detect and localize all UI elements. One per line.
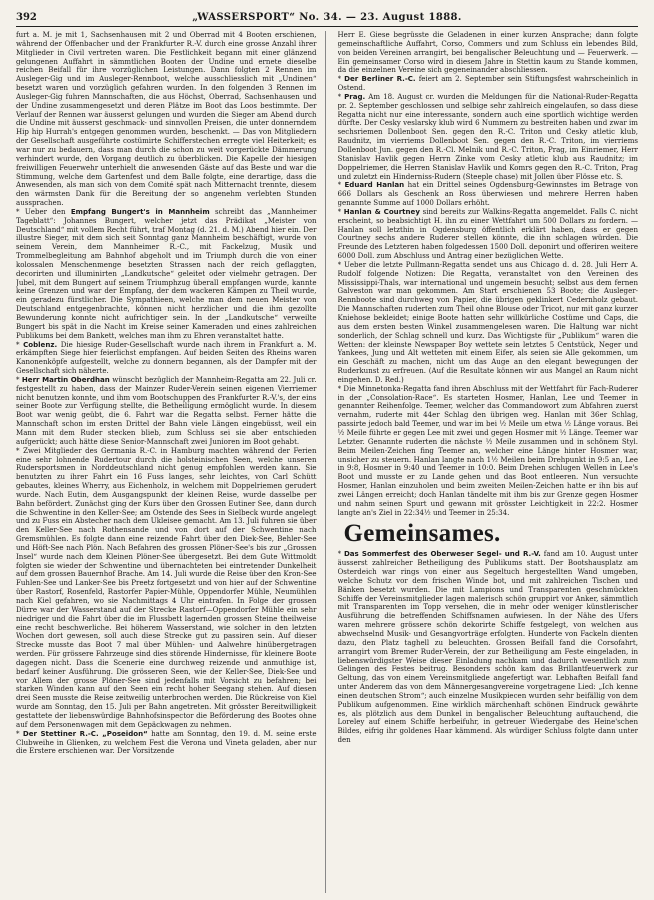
article-oberweser: * Das Sommerfest des Oberweser Segel- und R.-V. fand am 10. August unter äusserst zahlreicher Betheiligung des Publikums statt. Der Bootshausplatz am Osterdeich war rings von einer aus Segeltuch hergestellten Wand umgeben, welche Schutz vor dem frischen Winde bot, und mit zahlreichen Tischen und Bänken besetzt wurden. Die mit Lampions und Transparenten geschmückten Schiffe der Vereinsmitglieder lagen malerisch schön gruppirt vor Anker, sämmtlich mit Transparenten im Topp versehen, die in mehr oder weniger künstlerischer Ausführung die betreffenden Schiffsnamen aufwiesen. In der Nähe des Ufers waren mehrere grössere schön dekorirte Schiffe festgelegt, von welchen aus abwechselnd Musik- und Gesangvorträge erfolgten. Hunderte von Fackeln dienten dazu, den Platz taghell zu beleuchten. Grossen Beifall fand die Corsofahrt, arrangirt vom Bremer Ruder-Verein, der zur Betheiligung am Feste eingeladen, in liebenswürdigster Weise dieser Einladung nachkam und dadurch wesentlich zum Gelingen des Festes beitrug. Besonders schön kam das Brillantfeuerwerk zur Geltung, das von einem Vereinsmitgliede angefertigt war. Lebhaften Beifall fand unter Anderem das von dem Männergesangvereine vorgetragene Lied: „Ich kenne einen deutschen Strom“; auch einzelne Musikpiecen wurden sehr beifällig von dem Publikum aufgenommen. Eine wirklich märchenhaft schönen Eindruck gewährte es, als plötzlich aus dem Dunkel in bengalischer Beleuchtung auftauchend, die Loreley auf einem Schiffe herbeifuhr, in getreuer Wiedergabe des Heine'schen Bildes, eifrig ihr goldenes Haar kämmend. Als würdiger Schluss folgte dann unter den xyxy=(337,549,638,745)
article-headline: Hanlan & Courtney xyxy=(343,206,420,216)
article-bungert-mannheim: * Ueber den Empfang Bungert's in Mannheim schreibt das „Mannheimer Tageblatt“: Johannes Bungert, welcher jetzt das Prädikat „Meister von Deutschland“ mit vollem Recht führt, traf Montag (d. 21. d. M.) Abend hier ein. Der illustre Sieger, mit dem sich seit Sonntag ganz Mannheim beschäftigt, wurde von seinem Verein, dem Mannheimer R.-C., mit Fackelzug, Musik und Trommelbegleitung am Bahnhof abgeholt und im Triumph durch die von einer kolossalen Menschenmenge besetzten Strassen nach der reich geflaggten, decorirten und illuminirten „Landkutsche“ geleitet oder vielmehr getragen. Der Jubel, mit dem Bungert auf seinem Triumphzug überall empfangen wurde, kannte keine Grenzen und war der Empfang, der dem wackeren Kämpen zu Theil wurde, ein geradezu fürstlicher. Die Sympathieen, welche man dem neuen Meister von Deutschland entgegenbrachte, können nicht herzlicher und die ihm gezollte Bewunderung konnte nicht aufrichtiger sein. In der „Landkutsche“ verweilte Bungert bis spät in die Nacht im Kreise seiner Kameraden und eines zahlreichen Publikums bei dem Bankett, welches man ihm zu Ehren veranstaltet hatte. xyxy=(16,206,317,340)
article-text: sind bereits zur Walkins-Regatta angemeldet. Falls C. nicht erscheint, so beabsichtigt H. ihn zu einer Wettfahrt um 500 Dollars zu fordern. — Hanlan soll letzthin in Ogdensburg öffentlich erklärt haben, dass er gegen Courtney sechs andere Ruderer stellen könnte, die ihn schlagen würden. Die Freunde des Letzteren haben folgedessen 1500 Doll. deponirt und offeriren weitere 6000 Doll. zum Abschluss und Antrag einer bezüglichen Wette. xyxy=(337,206,638,261)
article-oberdhan: * Herr Martin Oberdhan wünscht bezüglich der Mannheim-Regatta am 22. Juli cr. festgestellt zu haben, dass der Mainzer Ruder-Verein seinen eigenen Vierriemer nicht benutzen konnte, und ihm vom Bootschuppen des Frankfurter R.-V.'s, der eins seiner Boote zur Verfügung stellte, die Betheiligung ermöglicht wurde. In diesem Boot war wenig geübt, die 6. Fahrt war die Regatta selbst. Ferner hätte die Mannschaft schon im ersten Drittel der Bahn viele Längen eingebüsst, weil ein Mann mit dem Ruder stecken blieb, zum Schluss sei sie aber entschieden aufgerückt; auch hätte diese Senior-Mannschaft zwei Junioren im Boot gehabt. xyxy=(16,374,317,446)
article-text: hat ein Drittel seines Ogdensburg-Gewinnstes im Betrage von 666 Dollars als Geschenk an Ross überwiesen und mehrere Herren haben genannte Summe auf 1000 Dollars erhöht. xyxy=(337,180,638,208)
article-headline: Eduard Hanlan xyxy=(344,180,405,190)
header-rule xyxy=(16,26,638,27)
article-text: Zwei Mitglieder des Germania R.-C. in Hamburg machten während der Ferien eine sehr lohnende Rudertour durch die holsteinischen Seen, welche unseren Rudersportsmen in Norddeutschland nicht genug empfohlen werden kann. Sie benutzten zu ihrer Fahrt ein 16 Fuss langes, sehr leichtes, von Carl Schütt gebautes, kleines Wherry, aus Eichenholz, in welchem mit Doppelriemen gerudert wurde. Nach Eutin, dem Ausgangspunkt der kleinen Reise, wurde dasselbe per Bahn befördert. Zunächst ging der Kurs über den Grossen Eutiner See, dann durch die Schwentine in den Keller-See; am Ostende des Sees in Sielbeck wurde angelegt und zu Fuss ein Abstecher nach dem Ukleisee gemacht. Am 13. Juli fuhren sie über den Keller-See nach Rothensande und von dort auf der Schwentine nach Gremsmühlen. Es folgte dann eine reizende Fahrt über den Diek-See, Behler-See und Höft-See nach Plön. Nach Befahren des grossen Plöner-See's bis zur „Grossen Insel“ wurde nach dem Kleinen Plöner-See übergesetzt. Bei dem Gute Wittmoldt folgten sie wieder der Schwentine und übernachteten bei eintretender Dunkelheit auf dem grossen Bauernhof Brache. Am 14. Juli wurde die Reise über den Kron-See Fuhlen-See und Lanker-See bis Preetz fortgesetzt und von hier auf der Schwentine über Rastorf, Rosenfeld, Rastorfer Papier-Mühle, Oppendorfer Mühle, Neumühlen nach Kiel gefahren, wo sie Nachmittags 4 Uhr eintrafen. In Folge der grossen Dürre war der Wasserstand auf der Strecke Rastorf—Oppendorfer Mühle ein sehr niedriger und die Fahrt über die im Flussbett lagernden grossen Steine theilweise eine recht beschwerliche. Bei höherem Wasserstand, wie solcher in den letzten Wochen dort gewesen, soll auch diese Strecke gut zu passiren sein. Auf dieser Strecke musste das Boot 7 mal über Mühlen- und Aalwehre hinübergetragen werden. Für grössere Fahrzeuge sind dies störende Hindernisse, für kleinere Boote dagegen nicht. Dass die Scenerie eine durchweg reizende und anmuthige ist, bedarf keiner Ausführung. Die grösseren Seen, wie der Keller-See, Diek-See und vor Allem der grosse Plöner-See sind jedenfalls mit Vorsicht zu befahren; bei starken Winden kann auf den Seen ein recht hoher Seegang stehen. Auf diesen drei Seen musste die Reise zeitweilig unterbrochen werden. Die Rückreise von Kiel wurde am Sonntag, den 15. Juli per Bahn angetreten. Mit grösster Bereitwilligkeit gestattete der liebenswürdige Bahnhofsinspector die Beförderung des Bootes ohne auf dem Personenwagen mit dem Gepäckwagen zu nehmen. xyxy=(16,445,317,729)
article-berliner-rc: * Der Berliner R.-C. feiert am 2. September sein Stiftungsfest wahrscheinlich in Ostend. xyxy=(337,74,638,93)
article-text: Die hiesige Ruder-Gesellschaft wurde nach ihrem in Frankfurt a. M. erkämpften Siege hier feierlichst empfangen. Auf beiden Seiten des Rheins waren Kanonenköpfe aufgestellt, welche zu donnern begannen, als der Dampfer mit der Gesellschaft sich näherte. xyxy=(16,339,317,376)
section-heading: Gemeinsames. xyxy=(343,520,501,548)
article-text: Am 18. August cr. wurden die Meldungen für die National-Ruder-Regatta pr. 2. September geschlossen und selbige sehr zahlreich eingelaufen, so dass diese Regatta nicht nur eine interessante, sondern auch eine sportlich wichtige werden dürfte. Der Cesky veslarsky klub wird 6 Nummern zu bestreiten haben und zwar im sechsriemen Dollenboot Sen. gegen den R.-C. Triton und Cesky atletic klub, Raudnitz, im vierriems Dollenboot Sen. gegen den R.-C. Triton, im vierriems Dollenboot Jun. gegen den R.-Cl. Melnik und R.-C. Triton, Prag, im Einriemer, Herr Stanislav Havlik gegen Herrn Zinke vom Cesky atletic klub aus Raudnitz; im Doppelriemer, die Herren Stanislav Havlik und Komrs gegen den R.-C. Triton, Prag und zuletzt ein Hinderniss-Rudern (Steeple chase) mit Jollen über Flösse etc. S. xyxy=(337,91,638,181)
article-headline: Das Sommerfest des Oberweser Segel- und R.-V. xyxy=(343,549,541,559)
article-minnetonka: * Die Minnetonka-Regatta fand ihren Abschluss mit der Wettfahrt für Fach-Ruderer in der „Consolation-Race“. Es starteten Hosmer, Hanlan, Lee und Teemer in genannter Reihenfolge. Teemer, welcher das Commandowort zum Abfahren zuerst vernahm, ruderte mit 44er Schlag den übrigen weg. Hanlan mit 36er Schlag, passirte jedoch bald Teemer, und war im bei ½ Meile um etwa ½ Länge voraus. Bei ½ Meile führte er gegen Lee mit zwei und gegen Hosmer mit ½ Länge. Teemer war Letzter. Genannte ruderten die nächste ½ Meile zusammen und in schönem Styl. Beim Meilen-Zeichen fing Teemer an, welcher eine Länge hinter Hosmer war, unsicher zu steuern. Hanlan langte nach 1½ Meilen beim Drehpunkt in 9:5 an, Lee in 9:8, Hosmer in 9:40 und Teemer in 10:0. Beim Drehen schlugen Wellen in Lee's Boot und musste er zu Lande gehen und das Boot entleeren. Nun versuchte Hosmer, Hanlan einzuholen und beim zweiten Meilen-Zeichen hatte er ihn bis auf zwei Längen erreicht; doch Hanlan tändelte mit ihm bis zur Grenze gegen Hosmer und nahm seinen Spurt und gewann mit grösster Leichtigkeit in 22:2. Hosmer langte an's Ziel in 22:34½ und Teemer in 25:34. xyxy=(337,383,638,517)
article-text: schreibt das „Mannheimer Tageblatt“: Johannes Bungert, welcher jetzt das Prädikat „Meister von Deutschland“ mit vollem Recht führt, traf Montag (d. 21. d. M.) Abend hier ein. Der illustre Sieger, mit dem sich seit Sonntag ganz Mannheim beschäftigt, wurde von seinem Verein, dem Mannheimer R.-C., mit Fackelzug, Musik und Trommelbegleitung am Bahnhof abgeholt und im Triumph durch die von einer kolossalen Menschenmenge besetzten Strassen nach der reich geflaggten, decorirten und illuminirten „Landkutsche“ geleitet oder vielmehr getragen. Der Jubel, mit dem Bungert auf seinem Triumphzug überall empfangen wurde, kannte keine Grenzen und war der Empfang, der dem wackeren Kämpen zu Theil wurde, ein geradezu fürstlicher. Die Sympathieen, welche man dem neuen Meister von Deutschland entgegenbrachte, können nicht herzlicher und die ihm gezollte Bewunderung konnte nicht aufrichtiger sein. In der „Landkutsche“ verweilte Bungert bis spät in die Nacht im Kreise seiner Kameraden und eines zahlreichen Publikums bei dem Bankett, welches man ihm zu Ehren veranstaltet hatte. xyxy=(16,206,317,340)
article-poseidon-cont xyxy=(338,31,639,75)
article-text: furt a. M. je mit 1, Sachsenhausen mit 2 und Oberrad mit 4 Booten erschienen, während der Offenbacher und der Frankfurter R.-V. durch eine grosse Anzahl ihrer Mitglieder in Civil vertreten waren. Die Festlichkeit begann mit einer glänzend gelungenen Auffahrt in sämmtlichen Booten der Undine und ernete dieselbe reichen Beifall für ihre vorzüglichen Leistungen. Dann folgten 2 Rennen im Ausleger-Gig und im Ausleger-Rennboot, welche ausschliesslich mit „Undinen“ besetzt waren und vorzüglich gefahren wurden. In den folgenden 3 Rennen im Ausleger-Gig fuhren Mannschaften, die aus Höchst, Oberrad, Sachsenhausen und der Undine zusammengesetzt und deren Plätze im Boot das Loos bestimmte. Der Verlauf der Rennen war äusserst gelungen und wurden die Sieger am Abend durch die Undine mit äusserst geschmack- und sinnvollen Preisen, die unter donnerndem Hip hip Hurrah's entgegen genommen wurden, beschenkt. — Das von Mitgliedern der Gesellschaft ausgeführte costümirte Schifferstechen erregte viel Heiterkeit; es war nur zu bedauern, dass man durch die schon zu weit vorgerückte Dämmerung verhindert wurde, den Vorgang deutlich zu überblicken. Die Kapelle der hiesigen freiwilligen Feuerwehr unterhielt die anwesenden Gäste auf das Beste und war die Stimmung, welche dem Gartenfest und dem Balle folgte, eine derartige, dass die Anwesenden, als man sich von dem Comité spät nach Mitternacht trennte, diesem den wärmsten Dank für die Bereitung der so angenehm verlebten Stunden aussprachen. xyxy=(16,31,317,208)
article-text: feiert am 2. September sein Stiftungsfest wahrscheinlich in Ostend. xyxy=(337,74,638,93)
article-hanlan-courtney: * Hanlan & Courtney sind bereits zur Walkins-Regatta angemeldet. Falls C. nicht erscheint, so beabsichtigt H. ihn zu einer Wettfahrt um 500 Dollars zu fordern. — Hanlan soll letzthin in Ogdensburg öffentlich erklärt haben, dass er gegen Courtney sechs andere Ruderer stellen könnte, die ihn schlagen würden. Die Freunde des Letzteren haben folgedessen 1500 Doll. deponirt und offeriren weitere 6000 Doll. zum Abschluss und Antrag einer bezüglichen Wette. xyxy=(337,206,638,261)
article-coblenz: * Coblenz. Die hiesige Ruder-Gesellschaft wurde nach ihrem in Frankfurt a. M. erkämpften Siege hier feierlichst empfangen. Auf beiden Seiten des Rheins waren Kanonenköpfe aufgestellt, welche zu donnern begannen, als der Dampfer mit der Gesellschaft sich näherte. xyxy=(16,339,317,376)
article-undine-fest xyxy=(16,31,317,208)
article-headline: Herr Martin Oberdhan xyxy=(21,374,110,384)
running-title: „WASSERSPORT“ No. 34. — 23. August 1888. xyxy=(192,12,462,23)
page-number: 392 xyxy=(16,12,37,23)
article-text: wünscht bezüglich der Mannheim-Regatta am 22. Juli cr. festgestellt zu haben, dass der Mainzer Ruder-Verein seinen eigenen Vierriemer nicht benutzen konnte, und ihm vom Bootschuppen des Frankfurter R.-V.'s, der eins seiner Boote zur Verfügung stellte, die Betheiligung ermöglicht wurde. In diesem Boot war wenig geübt, die 6. Fahrt war die Regatta selbst. Ferner hätte die Mannschaft schon im ersten Drittel der Bahn viele Längen eingebüsst, weil ein Mann mit dem Ruder stecken blieb, zum Schluss sei sie aber entschieden aufgerückt; auch hätte diese Senior-Mannschaft zwei Junioren im Boot gehabt. xyxy=(16,374,317,446)
left-column xyxy=(16,31,326,893)
article-headline: Der Berliner R.-C. xyxy=(344,74,416,84)
article-hanlan: * Eduard Hanlan hat ein Drittel seines Ogdensburg-Gewinnstes im Betrage von 666 Dollars als Geschenk an Ross überwiesen und mehrere Herren haben genannte Summe auf 1000 Dollars erhöht. xyxy=(337,180,638,208)
article-text: fand am 10. August unter äusserst zahlreicher Betheiligung des Publikums statt. Der Bootshausplatz am Osterdeich war rings von einer aus Segeltuch hergestellten Wand umgeben, welche Schutz vor dem frischen Winde bot, und mit zahlreichen Tischen und Bänken besetzt wurden. Die mit Lampions und Transparenten geschmückten Schiffe der Vereinsmitglieder lagen malerisch schön gruppirt vor Anker, sämmtlich mit Transparenten im Topp versehen, die in mehr oder weniger künstlerischer Ausführung die betreffenden Schiffsnamen aufwiesen. In der Nähe des Ufers waren mehrere grössere schön dekorirte Schiffe festgelegt, von welchen aus abwechselnd Musik- und Gesangvorträge erfolgten. Hunderte von Fackeln dienten dazu, den Platz taghell zu beleuchten. Grossen Beifall fand die Corsofahrt, arrangirt vom Bremer Ruder-Verein, der zur Betheiligung am Feste eingeladen, in liebenswürdigster Weise dieser Einladung nachkam und dadurch wesentlich zum Gelingen des Festes beitrug. Besonders schön kam das Brillantfeuerwerk zur Geltung, das von einem Vereinsmitgliede angefertigt war. Lebhaften Beifall fand unter Anderem das von dem Männergesangvereine vorgetragene Lied: „Ich kenne einen deutschen Strom“; auch einzelne Musikpiecen wurden sehr beifällig von dem Publikum aufgenommen. Eine wirklich märchenhaft schönen Eindruck gewährte es, als plötzlich aus dem Dunkel in bengalischer Beleuchtung auftauchend, die Loreley auf einem Schiffe herbeifuhr, in getreuer Wiedergabe des Heine'schen Bildes, eifrig ihr goldenes Haar kämmend. Als würdiger Schluss folgte dann unter den xyxy=(337,549,638,745)
article-headline: Empfang Bungert's in Mannheim xyxy=(70,206,210,216)
article-poseidon: * Der Stettiner R.-C. „Poseidon“ hatte am Sonntag, den 19. d. M. seine erste Clubweihe in Glienken, zu welchem Fest die Verona und Vineta geladen, aber nur die Erstere erschienen war. Der Vorsitzende xyxy=(16,728,317,756)
article-text: Herr E. Giese begrüsste die Geladenen in einer kurzen Ansprache; dann folgte gemeinschaftliche Auffahrt, Corso, Commers und zum Schluss ein lebendes Bild, von beiden Vereinen arrangirt, bei bengalischer Beleuchtung und — Feuerwerk. — Ein gemeinsamer Corso wird in diesem Jahre in Stettin kaum zu Stande kommen, da die einzelnen Vereine sich gegeneinander abschliessen. xyxy=(337,31,638,75)
page-header xyxy=(16,12,638,26)
article-text: hatte am Sonntag, den 19. d. M. seine erste Clubweihe in Glienken, zu welchem Fest die Verona und Vineta geladen, aber nur die Erstere erschienen war. Der Vorsitzende xyxy=(16,728,317,756)
text-columns xyxy=(16,31,638,893)
article-prag: * Prag. Am 18. August cr. wurden die Meldungen für die National-Ruder-Regatta pr. 2. September geschlossen und selbige sehr zahlreich eingelaufen, so dass diese Regatta nicht nur eine interessante, sondern auch eine sportlich wichtige werden dürfte. Der Cesky veslarsky klub wird 6 Nummern zu bestreiten haben und zwar im sechsriemen Dollenboot Sen. gegen den R.-C. Triton und Cesky atletic klub, Raudnitz, im vierriems Dollenboot Sen. gegen den R.-C. Triton, im vierriems Dollenboot Jun. gegen den R.-Cl. Melnik und R.-C. Triton, Prag, im Einriemer, Herr Stanislav Havlik gegen Herrn Zinke vom Cesky atletic klub aus Raudnitz; im Doppelriemer, die Herren Stanislav Havlik und Komrs gegen den R.-C. Triton, Prag und zuletzt ein Hinderniss-Rudern (Steeple chase) mit Jollen über Flösse etc. S. xyxy=(337,91,638,181)
article-pullmann: * Ueber die letzte Pullmann-Regatta sendet uns aus Chicago d. d. 28. Juli Herr A. Rudolf folgende Notizen: Die Regatta, veranstaltet von den Vereinen des Mississippi-Thals, war international und ungemein besucht; selbst aus dem fernen Galveston war man gekommen. Am Start erschienen 53 Boote; die Ausleger-Rennboote sind durchweg von Papier, die übrigen geklinkert Cedernholz gebaut. Die Mannschaften ruderten zum Theil ohne Blouse oder Tricot, nur mit ganz kurzer Kniehose bekleidet; einige Boote hatten sehr willkürliche Costüme und Caps, die aus dem ersten besten Winkel zusammengelesen waren. Die Haltung war nicht sonderlich, der Schlag schnell und kurz. Das Wichtigste für „Publikum“ waren die Wetten: der kleinste Newspaper Boy wettete sein letztes 5 Centstück, Neger und Yankees, Jung und Alt wetteten mit einem Eifer, als seien sie Alle gekommen, um ein Geschäft zu machen, nicht um das Auge an den elegant bewegungen der Ruderkunst zu erfreuen. (Auf die Resultate können wir aus Mangel an Raum nicht eingehen. D. Red.) xyxy=(337,259,638,384)
article-germania: * Zwei Mitglieder des Germania R.-C. in Hamburg machten während der Ferien eine sehr lohnende Rudertour durch die holsteinischen Seen, welche unseren Rudersportsmen in Norddeutschland nicht genug empfohlen werden kann. Sie benutzten zu ihrer Fahrt ein 16 Fuss langes, sehr leichtes, von Carl Schütt gebautes, kleines Wherry, aus Eichenholz, in welchem mit Doppelriemen gerudert wurde. Nach Eutin, dem Ausgangspunkt der kleinen Reise, wurde dasselbe per Bahn befördert. Zunächst ging der Kurs über den Grossen Eutiner See, dann durch die Schwentine in den Keller-See; am Ostende des Sees in Sielbeck wurde angelegt und zu Fuss ein Abstecher nach dem Ukleisee gemacht. Am 13. Juli fuhren sie über den Keller-See nach Rothensande und von dort auf der Schwentine nach Gremsmühlen. Es folgte dann eine reizende Fahrt über den Diek-See, Behler-See und Höft-See nach Plön. Nach Befahren des grossen Plöner-See's bis zur „Grossen Insel“ wurde nach dem Kleinen Plöner-See übergesetzt. Bei dem Gute Wittmoldt folgten sie wieder der Schwentine und übernachteten bei eintretender Dunkelheit auf dem grossen Bauernhof Brache. Am 14. Juli wurde die Reise über den Kron-See Fuhlen-See und Lanker-See bis Preetz fortgesetzt und von hier auf der Schwentine über Rastorf, Rosenfeld, Rastorfer Papier-Mühle, Oppendorfer Mühle, Neumühlen nach Kiel gefahren, wo sie Nachmittags 4 Uhr eintrafen. In Folge der grossen Dürre war der Wasserstand auf der Strecke Rastorf—Oppendorfer Mühle ein sehr niedriger und die Fahrt über die im Flussbett lagernden grossen Steine theilweise eine recht beschwerliche. Bei höherem Wasserstand, wie solcher in den letzten Wochen dort gewesen, soll auch diese Strecke gut zu passiren sein. Auf dieser Strecke musste das Boot 7 mal über Mühlen- und Aalwehre hinübergetragen werden. Für grössere Fahrzeuge sind dies störende Hindernisse, für kleinere Boote dagegen nicht. Dass die Scenerie eine durchweg reizende und anmuthige ist, bedarf keiner Ausführung. Die grösseren Seen, wie der Keller-See, Diek-See und vor Allem der grosse Plöner-See sind jedenfalls mit Vorsicht zu befahren; bei starken Winden kann auf den Seen ein recht hoher Seegang stehen. Auf diesen drei Seen musste die Reise zeitweilig unterbrochen werden. Die Rückreise von Kiel wurde am Sonntag, den 15. Juli per Bahn angetreten. Mit grösster Bereitwilligkeit gestattete der liebenswürdige Bahnhofsinspector die Beförderung des Bootes ohne auf dem Personenwagen mit dem Gepäckwagen zu nehmen. xyxy=(16,445,317,729)
article-headline: Der Stettiner R.-C. „Poseidon“ xyxy=(22,728,148,738)
article-text: Ueber die letzte Pullmann-Regatta sendet uns aus Chicago d. d. 28. Juli Herr A. Rudolf folgende Notizen: Die Regatta, veranstaltet von den Vereinen des Mississippi-Thals, war international und ungemein besucht; selbst aus dem fernen Galveston war man gekommen. Am Start erschienen 53 Boote; die Ausleger-Rennboote sind durchweg von Papier, die übrigen geklinkert Cedernholz gebaut. Die Mannschaften ruderten zum Theil ohne Blouse oder Tricot, nur mit ganz kurzer Kniehose bekleidet; einige Boote hatten sehr willkürliche Costüme und Caps, die aus dem ersten besten Winkel zusammengelesen waren. Die Haltung war nicht sonderlich, der Schlag schnell und kurz. Das Wichtigste für „Publikum“ waren die Wetten: der kleinste Newspaper Boy wettete sein letztes 5 Centstück, Neger und Yankees, Jung und Alt wetteten mit einem Eifer, als seien sie Alle gekommen, um ein Geschäft zu machen, nicht um das Auge an den elegant bewegungen der Ruderkunst zu erfreuen. (Auf die Resultate können wir aus Mangel an Raum nicht eingehen. D. Red.) xyxy=(337,259,638,384)
article-headline: Prag. xyxy=(344,91,366,101)
article-headline: Coblenz. xyxy=(23,339,58,349)
article-text: Die Minnetonka-Regatta fand ihren Abschluss mit der Wettfahrt für Fach-Ruderer in der „Consolation-Race“. Es starteten Hosmer, Hanlan, Lee und Teemer in genannter Reihenfolge. Teemer, welcher das Commandowort zum Abfahren zuerst vernahm, ruderte mit 44er Schlag den übrigen weg. Hanlan mit 36er Schlag, passirte jedoch bald Teemer, und war im bei ½ Meile um etwa ½ Länge voraus. Bei ½ Meile führte er gegen Lee mit zwei und gegen Hosmer mit ½ Länge. Teemer war Letzter. Genannte ruderten die nächste ½ Meile zusammen und in schönem Styl. Beim Meilen-Zeichen fing Teemer an, welcher eine Länge hinter Hosmer war, unsicher zu steuern. Hanlan langte nach 1½ Meilen beim Drehpunkt in 9:5 an, Lee in 9:8, Hosmer in 9:40 und Teemer in 10:0. Beim Drehen schlugen Wellen in Lee's Boot und musste er zu Lande gehen und das Boot entleeren. Nun versuchte Hosmer, Hanlan einzuholen und beim zweiten Meilen-Zeichen hatte er ihn bis auf zwei Längen erreicht; doch Hanlan tändelte mit ihm bis zur Grenze gegen Hosmer und nahm seinen Spurt und gewann mit grösster Leichtigkeit in 22:2. Hosmer langte an's Ziel in 22:34½ und Teemer in 25:34. xyxy=(337,383,638,517)
right-column xyxy=(338,31,639,893)
